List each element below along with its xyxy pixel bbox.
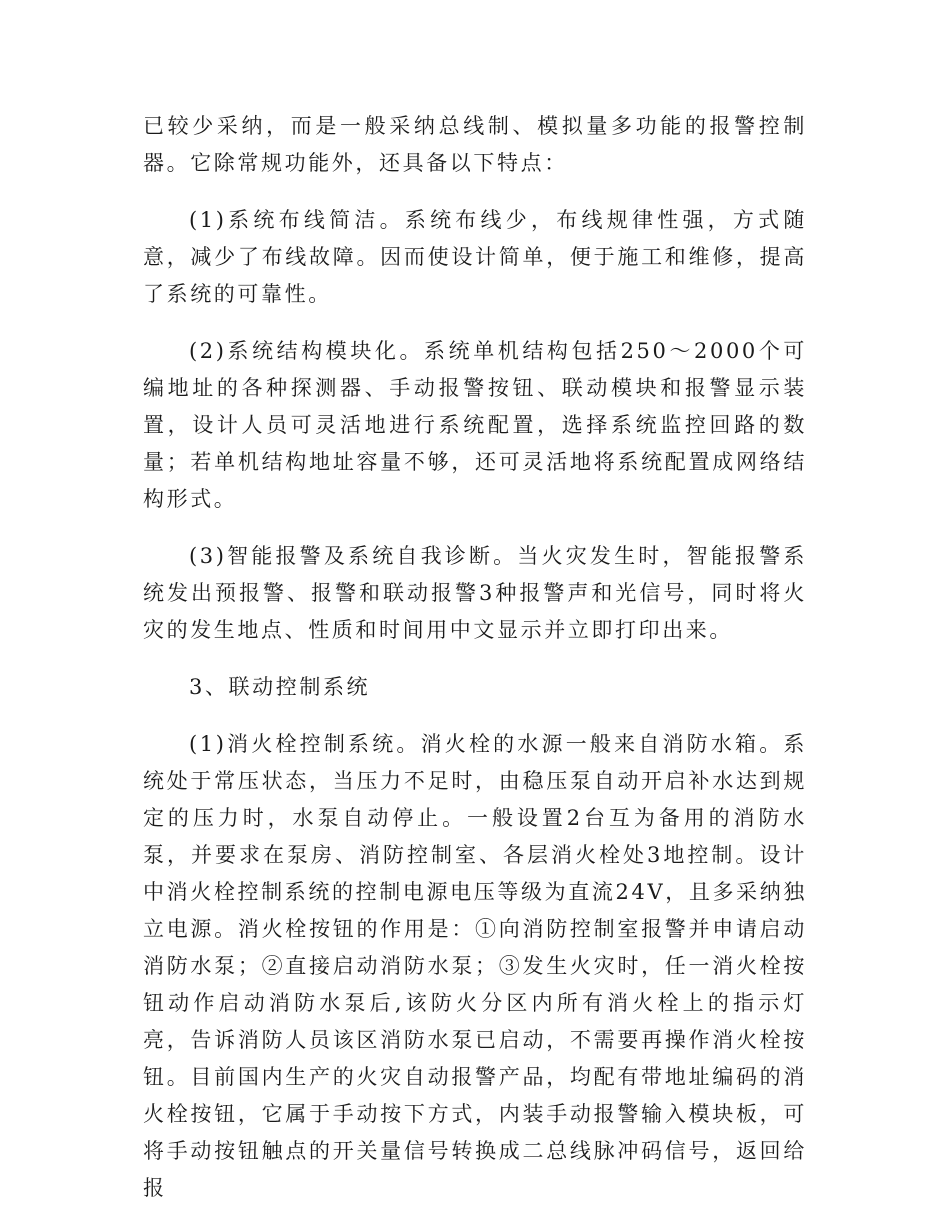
paragraph-feature-1: (1)系统布线简洁。系统布线少，布线规律性强，方式随意，减少了布线故障。因而使设计简单，便于施工和维修，提高了系统的可靠性。 (143, 208, 807, 306)
paragraph-feature-2: (2)系统结构模块化。系统单机结构包括250～2000个可编地址的各种探测器、手动报警按钮、联动模块和报警显示装置，设计人员可灵活地进行系统配置，选择系统监控回路的数量；若单机结构地址容量不够，还可灵活地将系统配置成网络结构形式。 (143, 339, 807, 511)
paragraph-feature-3: (3)智能报警及系统自我诊断。当火灾发生时，智能报警系统发出预报警、报警和联动报警3种报警声和光信号，同时将火灾的发生地点、性质和时间用中文显示并立即打印出来。 (143, 544, 807, 642)
paragraph-hydrant-control: (1)消火栓控制系统。消火栓的水源一般来自消防水箱。系统处于常压状态，当压力不足时，由稳压泵自动开启补水达到规定的压力时，水泵自动停止。一般设置2台互为备用的消防水泵，并要求在泵房、消防控制室、各层消火栓处3地控制。设计中消火栓控制系统的控制电源电压等级为直流24V，且多采纳独立电源。消火栓按钮的作用是：①向消防控制室报警并申请启动消防水泵；②直接启动消防水泵；③发生火灾时，任一消火栓按钮动作启动消防水泵后,该防火分区内所有消火栓上的指示灯亮，告诉消防人员该区消防水泵已启动，不需要再操作消火栓按钮。目前国内生产的火灾自动报警产品，均配有带地址编码的消火栓按钮，它属于手动按下方式，内装手动报警输入模块板，可将手动按钮触点的开关量信号转换成二总线脉冲码信号，返回给报 (143, 732, 807, 1200)
paragraph-intro-continuation: 已较少采纳，而是一般采纳总线制、模拟量多功能的报警控制器。它除常规功能外，还具备以下特点： (143, 114, 807, 175)
section-heading-linkage-control: 3、联动控制系统 (189, 675, 371, 699)
document-body (143, 108, 807, 1227)
